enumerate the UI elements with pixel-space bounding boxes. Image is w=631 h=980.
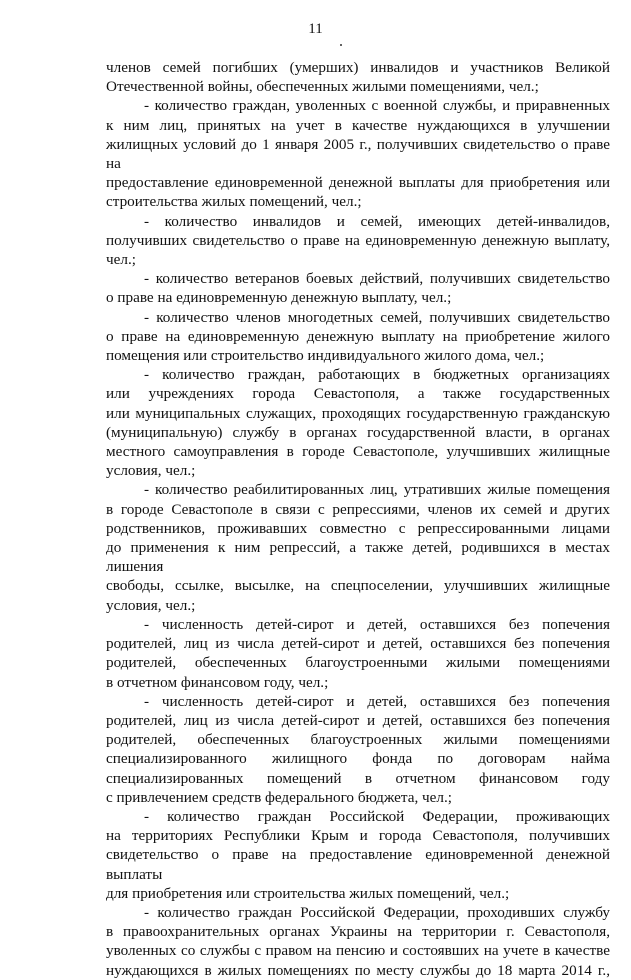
text-line: в городе Севастополе в связи с репрессиями, членов их семей и других [106,500,610,518]
text-line: о праве на единовременную денежную выплату на приобретение жилого [106,327,610,345]
text-line: - количество реабилитированных лиц, утративших жилые помещения [144,481,610,499]
text-line: до применения к ним репрессий, а также детей, родившихся в местах лишения [106,539,610,576]
text-line: членов семей погибших (умерших) инвалидов и участников Великой [106,59,610,76]
text-line: строительства жилых помещений, чел.; [106,193,362,211]
text-line: родителей, обеспеченных благоустроенными жилыми помещениями [106,654,610,672]
text-line: или учреждениях города Севастополя, а также государственных [106,385,610,403]
paragraph [106,807,610,903]
text-line: - количество граждан, уволенных с военной службы, и приравненных [144,97,610,115]
text-line: о праве на единовременную денежную выплату, чел.; [106,289,452,307]
paragraph [106,615,610,692]
text-line: - численность детей-сирот и детей, оставшихся без попечения [144,692,610,710]
text-line: помещения или строительство индивидуального жилого дома, чел.; [106,347,545,365]
paragraph [106,269,610,307]
text-line: специализированных помещений в отчетном финансовом году [106,769,610,787]
paragraph [106,58,610,96]
text-line: уволенных со службы с правом на пенсию и состоявших на учете в качестве [106,942,610,960]
text-line: (муниципальную) службу в органах государственной власти, в органах [106,423,610,441]
text-line: - количество граждан, работающих в бюджетных организациях [144,366,610,384]
text-line: местного самоуправления в городе Севастополе, улучшивших жилищные [106,443,610,461]
paragraph [106,308,610,366]
text-line: родителей, лиц из числа детей-сирот и детей, оставшихся без попечения [106,711,610,729]
text-line: жилищных условий до 1 января 2005 г., получивших свидетельство о праве на [106,135,610,173]
paragraph [106,480,610,614]
text-line: Отечественной войны, обеспеченных жилыми помещениями, чел.; [106,78,539,96]
text-line: или муниципальных служащих, проходящих государственную гражданскую [106,404,610,422]
text-line: в правоохранительных органах Украины на территории г. Севастополя, [106,923,610,941]
text-line: условия, чел.; [106,462,196,480]
paragraph [106,692,610,807]
text-line: родителей, обеспеченных благоустроенных жилыми помещениями [106,731,610,749]
text-line: в отчетном финансовом году, чел.; [106,673,329,691]
text-line: - количество ветеранов боевых действий, получивших свидетельство [144,270,610,288]
text-line: свидетельство о праве на предоставление единовременной денежной выплаты [106,846,610,883]
text-line: родителей, лиц из числа детей-сирот и детей, оставшихся без попечения [106,635,610,653]
text-line: специализированного жилищного фонда по договорам найма [106,750,610,768]
text-line: - количество граждан Российской Федерации, проходивших службу [144,903,610,921]
text-line: на территориях Республики Крым и города Севастополя, получивших [106,827,610,845]
text-line: нуждающихся в жилых помещениях по месту службы до 18 марта 2014 г., [106,961,610,979]
text-line: для приобретения или строительства жилых помещений, чел.; [106,884,510,902]
paragraph [106,903,610,980]
text-line: к ним лиц, принятых на учет в качестве нуждающихся в улучшении [106,116,610,134]
scan-speck [340,44,342,46]
text-line: родственников, проживавших совместно с репрессированными лицами [106,519,610,537]
text-line: - численность детей-сирот и детей, оставшихся без попечения [144,615,610,633]
text-line: условия, чел.; [106,596,196,614]
text-line: - количество членов многодетных семей, получивших свидетельство [144,308,610,326]
text-line: получивших свидетельство о праве на единовременную денежную выплату, [106,231,610,249]
paragraph [106,365,610,480]
text-line: с привлечением средств федерального бюджета, чел.; [106,788,453,806]
document-body [106,58,610,980]
text-line: чел.; [106,251,136,269]
page-number: 11 [308,21,323,37]
text-line: свободы, ссылке, высылке, на спецпоселении, улучшивших жилищные [106,577,610,595]
paragraph [106,96,610,211]
text-line: - количество инвалидов и семей, имеющих детей-инвалидов, [144,212,610,230]
text-line: предоставление единовременной денежной выплаты для приобретения или [106,174,610,192]
paragraph [106,212,610,270]
text-line: - количество граждан Российской Федерации, проживающих [144,807,610,825]
